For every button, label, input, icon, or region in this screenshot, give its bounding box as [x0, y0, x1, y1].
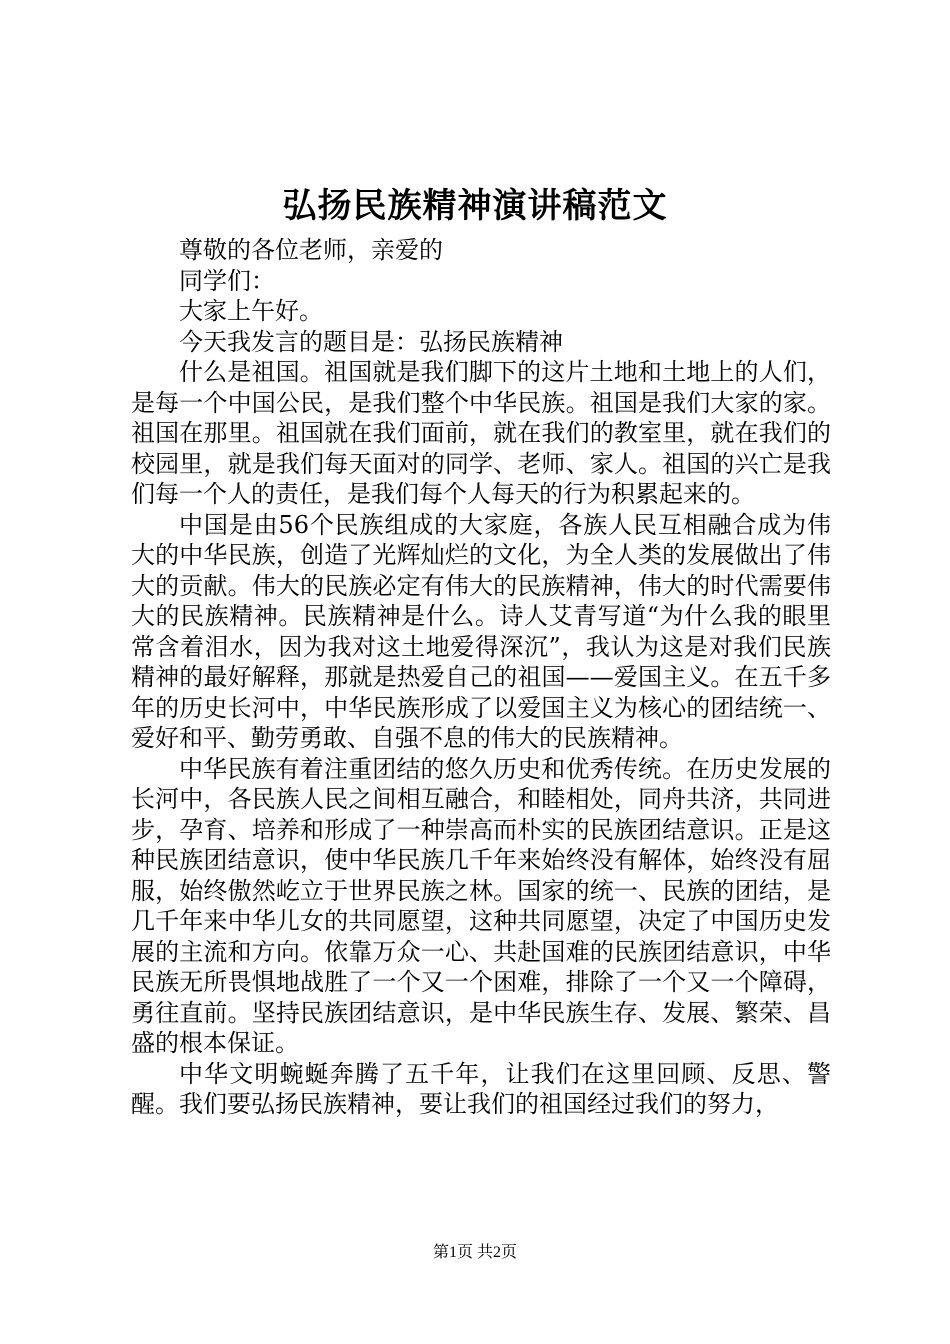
salutation-line-2: 同学们：	[179, 266, 275, 295]
speech-topic: 今天我发言的题目是：弘扬民族精神	[179, 327, 563, 356]
page-number-footer: 第1页 共2页	[432, 1244, 517, 1261]
salutation-line-1: 尊敬的各位老师，亲爱的	[179, 236, 443, 264]
body-paragraph: 中国是由56个民族组成的大家庭，各族人民互相融合成为伟大的中华民族，创造了光辉灿烂的文化，为全人类的发展做出了伟大的贡献。伟大的民族必定有伟大的民族精神，伟大的时代需要伟大的民族精神。民族精神是什么。诗人艾青写道“为什么我的眼里常含着泪水，因为我对这土地爱得深沉”，我认为这是对我们民族精神的最好解释，那就是热爱自己的祖国——爱国主义。在五千多年的历史长河中，中华民族形成了以爱国主义为核心的团结统一、爱好和平、勤劳勇敢、自强不息的伟大的民族精神。	[131, 510, 831, 752]
greeting: 大家上午好。	[179, 297, 323, 325]
document-title: 弘扬民族精神演讲稿范文	[282, 186, 668, 226]
document-body	[131, 235, 831, 1120]
body-paragraph: 什么是祖国。祖国就是我们脚下的这片土地和土地上的人们，是每一个中国公民，是我们整个中华民族。祖国是我们大家的家。祖国在那里。祖国就在我们面前，就在我们的教室里，就在我们的校园里，就是我们每天面对的同学、老师、家人。祖国的兴亡是我们每一个人的责任，是我们每个人每天的行为积累起来的。	[131, 358, 831, 508]
body-paragraph: 中华文明蜿蜒奔腾了五千年，让我们在这里回顾、反思、警醒。我们要弘扬民族精神，要让我们的祖国经过我们的努力，	[131, 1059, 831, 1118]
body-paragraph: 中华民族有着注重团结的悠久历史和优秀传统。在历史发展的长河中，各民族人民之间相互融合，和睦相处，同舟共济，共同进步，孕育、培养和形成了一种崇高而朴实的民族团结意识。正是这种民族团结意识，使中华民族几千年来始终没有解体，始终没有屈服，始终傲然屹立于世界民族之林。国家的统一、民族的团结，是几千年来中华儿女的共同愿望，这种共同愿望，决定了中国历史发展的主流和方向。依靠万众一心、共赴国难的民族团结意识，中华民族无所畏惧地战胜了一个又一个困难，排除了一个又一个障碍，勇往直前。坚持民族团结意识，是中华民族生存、发展、繁荣、昌盛的根本保证。	[131, 754, 831, 1057]
